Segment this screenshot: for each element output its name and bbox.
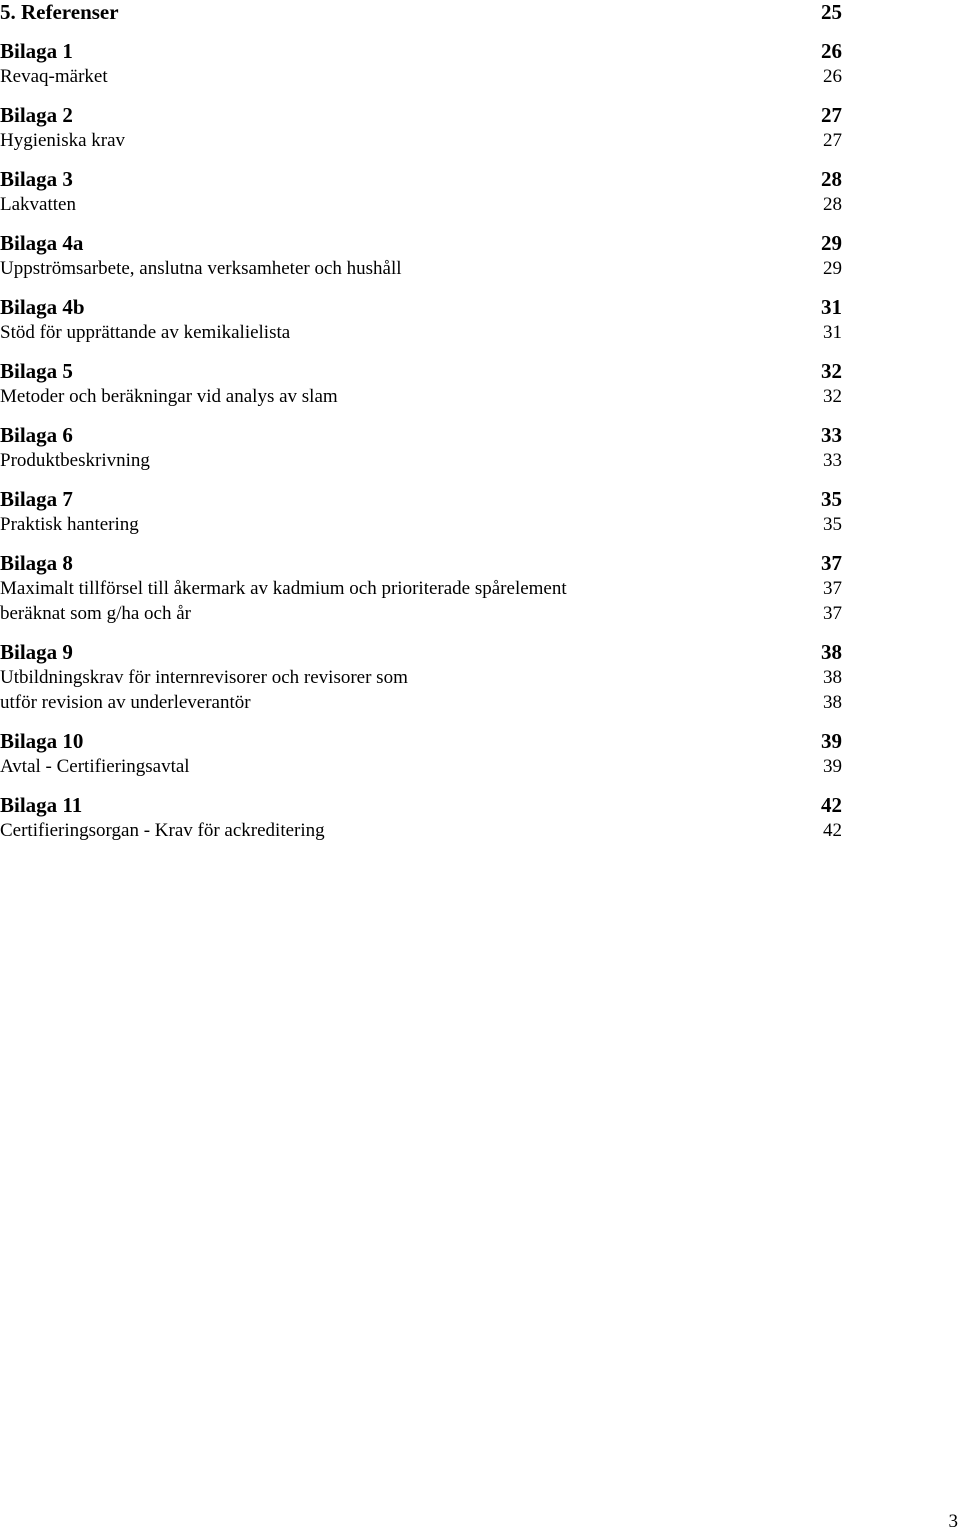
- toc-heading-row[interactable]: [0, 167, 842, 192]
- toc-heading-label: Bilaga 5: [0, 359, 73, 383]
- toc-entry-page: 29: [823, 258, 842, 279]
- toc-entry-row[interactable]: [0, 754, 842, 779]
- toc-entry-label: Uppströmsarbete, anslutna verksamheter och hushåll: [0, 258, 402, 279]
- toc-appendix-list: [0, 39, 842, 843]
- toc-entry-row[interactable]: [0, 818, 842, 843]
- toc-heading-label: Bilaga 4b: [0, 295, 85, 319]
- toc-entry-label: Utbildningskrav för internrevisorer och revisorer som: [0, 667, 408, 688]
- toc-entry-page: 35: [823, 514, 842, 535]
- toc-top-entry: [0, 0, 842, 25]
- toc-entry-row[interactable]: [0, 601, 842, 626]
- toc-heading-label: Bilaga 3: [0, 167, 73, 191]
- toc-entry-page: 42: [823, 820, 842, 841]
- toc-entry-label: Certifieringsorgan - Krav för ackreditering: [0, 820, 325, 841]
- toc-group: [0, 167, 842, 217]
- toc-heading-page: 37: [821, 551, 842, 575]
- toc-heading-label: Bilaga 1: [0, 39, 73, 63]
- toc-heading-row[interactable]: [0, 231, 842, 256]
- toc-entry-row[interactable]: [0, 576, 842, 601]
- toc-group: [0, 295, 842, 345]
- toc-heading-row[interactable]: [0, 0, 842, 25]
- toc-entry-page: 37: [823, 578, 842, 599]
- toc-entry-row[interactable]: [0, 256, 842, 281]
- toc-entry-label: Stöd för upprättande av kemikalielista: [0, 322, 291, 343]
- toc-heading-page: 29: [821, 231, 842, 255]
- toc-entry-row[interactable]: [0, 665, 842, 690]
- toc-entry-page: 37: [823, 603, 842, 624]
- toc-entry-label: Avtal - Certifieringsavtal: [0, 756, 190, 777]
- toc-heading-row[interactable]: [0, 487, 842, 512]
- page-number: 3: [948, 1511, 958, 1532]
- toc-heading-row[interactable]: [0, 793, 842, 818]
- toc-entry-label: utför revision av underleverantör: [0, 692, 251, 713]
- toc-group: [0, 793, 842, 843]
- toc-heading-label: Bilaga 8: [0, 551, 73, 575]
- table-of-contents: [0, 0, 842, 843]
- toc-heading-row[interactable]: [0, 423, 842, 448]
- toc-entry-row[interactable]: [0, 448, 842, 473]
- toc-entry-label: Revaq-märket: [0, 66, 108, 87]
- toc-heading-label: Bilaga 11: [0, 793, 83, 817]
- toc-heading-row[interactable]: [0, 640, 842, 665]
- toc-entry-row[interactable]: [0, 64, 842, 89]
- toc-heading-page: 39: [821, 729, 842, 753]
- toc-heading-row[interactable]: [0, 103, 842, 128]
- toc-entry-page: 27: [823, 130, 842, 151]
- toc-heading-page: 42: [821, 793, 842, 817]
- toc-heading-row[interactable]: [0, 729, 842, 754]
- toc-entry-row[interactable]: [0, 320, 842, 345]
- toc-heading-page: 35: [821, 487, 842, 511]
- toc-group: [0, 487, 842, 537]
- toc-group: [0, 103, 842, 153]
- toc-heading-row[interactable]: [0, 295, 842, 320]
- toc-group: [0, 729, 842, 779]
- toc-heading-page: 38: [821, 640, 842, 664]
- toc-heading-page: 33: [821, 423, 842, 447]
- toc-heading-label: 5. Referenser: [0, 0, 119, 24]
- toc-group: [0, 423, 842, 473]
- toc-heading-page: 31: [821, 295, 842, 319]
- toc-entry-label: Praktisk hantering: [0, 514, 139, 535]
- toc-heading-page: 25: [821, 0, 842, 24]
- toc-heading-label: Bilaga 9: [0, 640, 73, 664]
- toc-entry-page: 26: [823, 66, 842, 87]
- toc-heading-row[interactable]: [0, 551, 842, 576]
- toc-group: [0, 39, 842, 89]
- toc-entry-page: 28: [823, 194, 842, 215]
- toc-heading-row[interactable]: [0, 39, 842, 64]
- toc-entry-row[interactable]: [0, 512, 842, 537]
- toc-entry-label: beräknat som g/ha och år: [0, 603, 191, 624]
- toc-entry-row[interactable]: [0, 128, 842, 153]
- toc-group: [0, 359, 842, 409]
- toc-entry-label: Lakvatten: [0, 194, 76, 215]
- toc-entry-page: 38: [823, 692, 842, 713]
- toc-entry-row[interactable]: [0, 384, 842, 409]
- toc-heading-label: Bilaga 4a: [0, 231, 84, 255]
- toc-entry-page: 38: [823, 667, 842, 688]
- toc-entry-row[interactable]: [0, 690, 842, 715]
- toc-group: [0, 231, 842, 281]
- toc-heading-page: 28: [821, 167, 842, 191]
- toc-heading-row[interactable]: [0, 359, 842, 384]
- toc-group: [0, 551, 842, 626]
- toc-heading-page: 27: [821, 103, 842, 127]
- toc-heading-label: Bilaga 7: [0, 487, 73, 511]
- toc-entry-page: 39: [823, 756, 842, 777]
- toc-entry-label: Produktbeskrivning: [0, 450, 150, 471]
- toc-heading-page: 32: [821, 359, 842, 383]
- toc-entry-label: Hygieniska krav: [0, 130, 126, 151]
- toc-heading-label: Bilaga 6: [0, 423, 73, 447]
- toc-entry-page: 33: [823, 450, 842, 471]
- toc-entry-row[interactable]: [0, 192, 842, 217]
- toc-entry-page: 32: [823, 386, 842, 407]
- toc-entry-label: Metoder och beräkningar vid analys av slam: [0, 386, 338, 407]
- toc-entry-label: Maximalt tillförsel till åkermark av kadmium och prioriterade spårelement: [0, 578, 567, 599]
- toc-heading-label: Bilaga 2: [0, 103, 73, 127]
- toc-heading-label: Bilaga 10: [0, 729, 84, 753]
- toc-group: [0, 640, 842, 715]
- toc-heading-page: 26: [821, 39, 842, 63]
- toc-entry-page: 31: [823, 322, 842, 343]
